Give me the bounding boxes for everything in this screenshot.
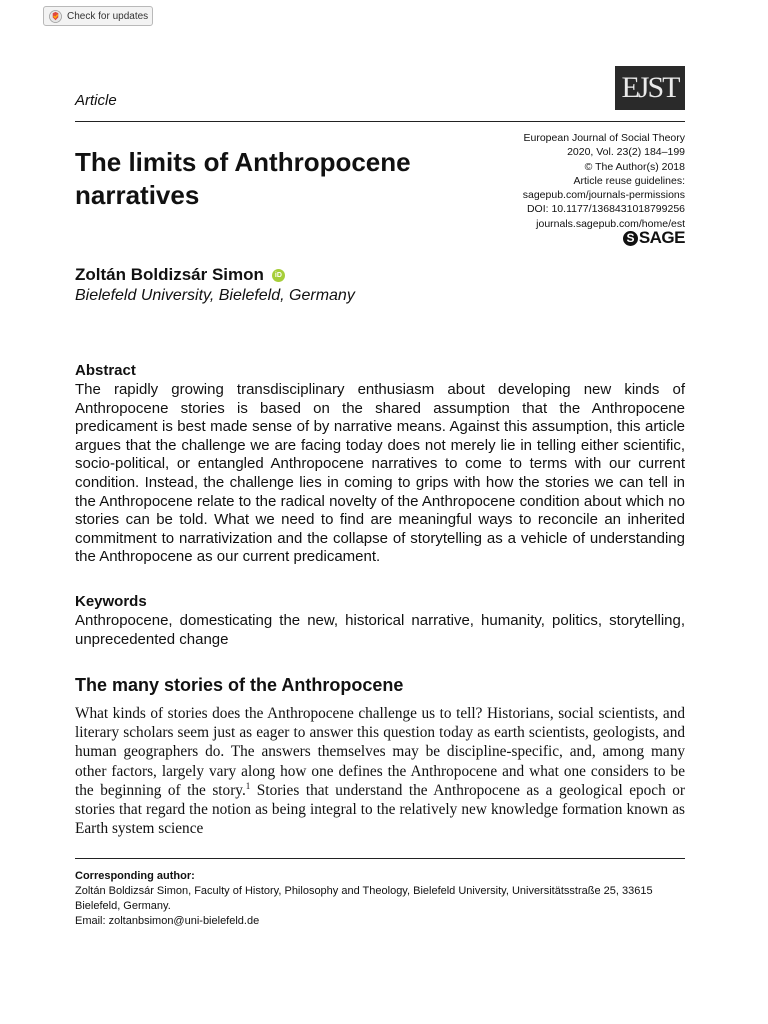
reuse-guidelines-label: Article reuse guidelines: xyxy=(573,174,685,187)
body-text-part-2: Stories that understand the Anthropocene as a geological epoch or stories that regard the notion as being integral to the relatively new knowledge formation known as Earth system science xyxy=(75,781,686,838)
corresponding-author-email[interactable]: Email: zoltanbsimon@uni-bielefeld.de xyxy=(75,915,260,927)
permissions-link[interactable]: sagepub.com/journals-permissions xyxy=(522,189,685,202)
journal-volume: 2020, Vol. 23(2) 184–199 xyxy=(567,146,685,159)
author-name: Zoltán Boldizsár Simon xyxy=(75,265,264,284)
corresponding-author-heading: Corresponding author: xyxy=(75,870,195,882)
abstract-heading: Abstract xyxy=(75,362,136,379)
journal-metadata xyxy=(440,131,685,231)
corresponding-author-address: Zoltán Boldizsár Simon, Faculty of History, Philosophy and Theology, Bielefeld University, Universitätsstraße 25, 33615 Bielefeld, Germany. xyxy=(75,885,653,912)
sage-mark-icon: S xyxy=(623,231,638,246)
sage-logo xyxy=(600,228,685,248)
journal-homepage-link[interactable]: journals.sagepub.com/home/est xyxy=(536,217,685,230)
doi-link[interactable]: DOI: 10.1177/1368431018799256 xyxy=(526,203,685,216)
header-divider xyxy=(75,121,685,122)
orcid-icon[interactable]: iD xyxy=(272,269,285,282)
footnote-divider xyxy=(75,858,685,859)
copyright-notice: © The Author(s) 2018 xyxy=(584,160,685,173)
check-for-updates-button[interactable] xyxy=(43,6,153,26)
sage-logo-text: SAGE xyxy=(638,228,685,247)
author-affiliation: Bielefeld University, Bielefeld, Germany xyxy=(75,287,355,304)
article-type-label: Article xyxy=(75,92,117,109)
footnote-marker[interactable]: 1 xyxy=(245,780,251,791)
check-updates-icon xyxy=(49,10,62,23)
section-heading: The many stories of the Anthropocene xyxy=(75,675,404,695)
keywords-text: Anthropocene, domesticating the new, historical narrative, humanity, politics, storytelling, unprecedented change xyxy=(75,612,685,648)
journal-name: European Journal of Social Theory xyxy=(523,132,685,144)
keywords-heading: Keywords xyxy=(75,593,147,610)
body-paragraph xyxy=(75,704,685,838)
author-block xyxy=(75,265,285,285)
check-for-updates-label: Check for updates xyxy=(67,10,149,22)
body-text-part-1: What kinds of stories does the Anthropocene challenge us to tell? Historians, social scientists, and literary scholars seem just as eager to answer this question today as earth scientists, geologists, and human geographers do. The answers themselves may be discipline-specific, and, among many other factors, largely vary along how one defines the Anthropocene and what one considers to be the beginning of the story. xyxy=(75,705,685,799)
abstract-text: The rapidly growing transdisciplinary enthusiasm about developing new kinds of Anthropocene stories is based on the shared assumption that the Anthropocene predicament is best made sense of by narrative means. Against this assumption, this article argues that the challenge we are facing today does not merely lie in telling either scientific, socio-political, or entangled Anthropocene narratives to come to terms with our current condition. Instead, the challenge lies in coming to grips with how the stories we can tell in the Anthropocene relate to the radical novelty of the Anthropocene condition about which no stories can be told. What we need to find are meaningful ways to reconcile an inherited commitment to narrativization and the collapse of storytelling as a vehicle of understanding the Anthropocene as our current predicament. xyxy=(75,381,685,566)
article-title: The limits of Anthropocene narratives xyxy=(75,147,411,210)
journal-logo: EJST xyxy=(615,66,685,110)
